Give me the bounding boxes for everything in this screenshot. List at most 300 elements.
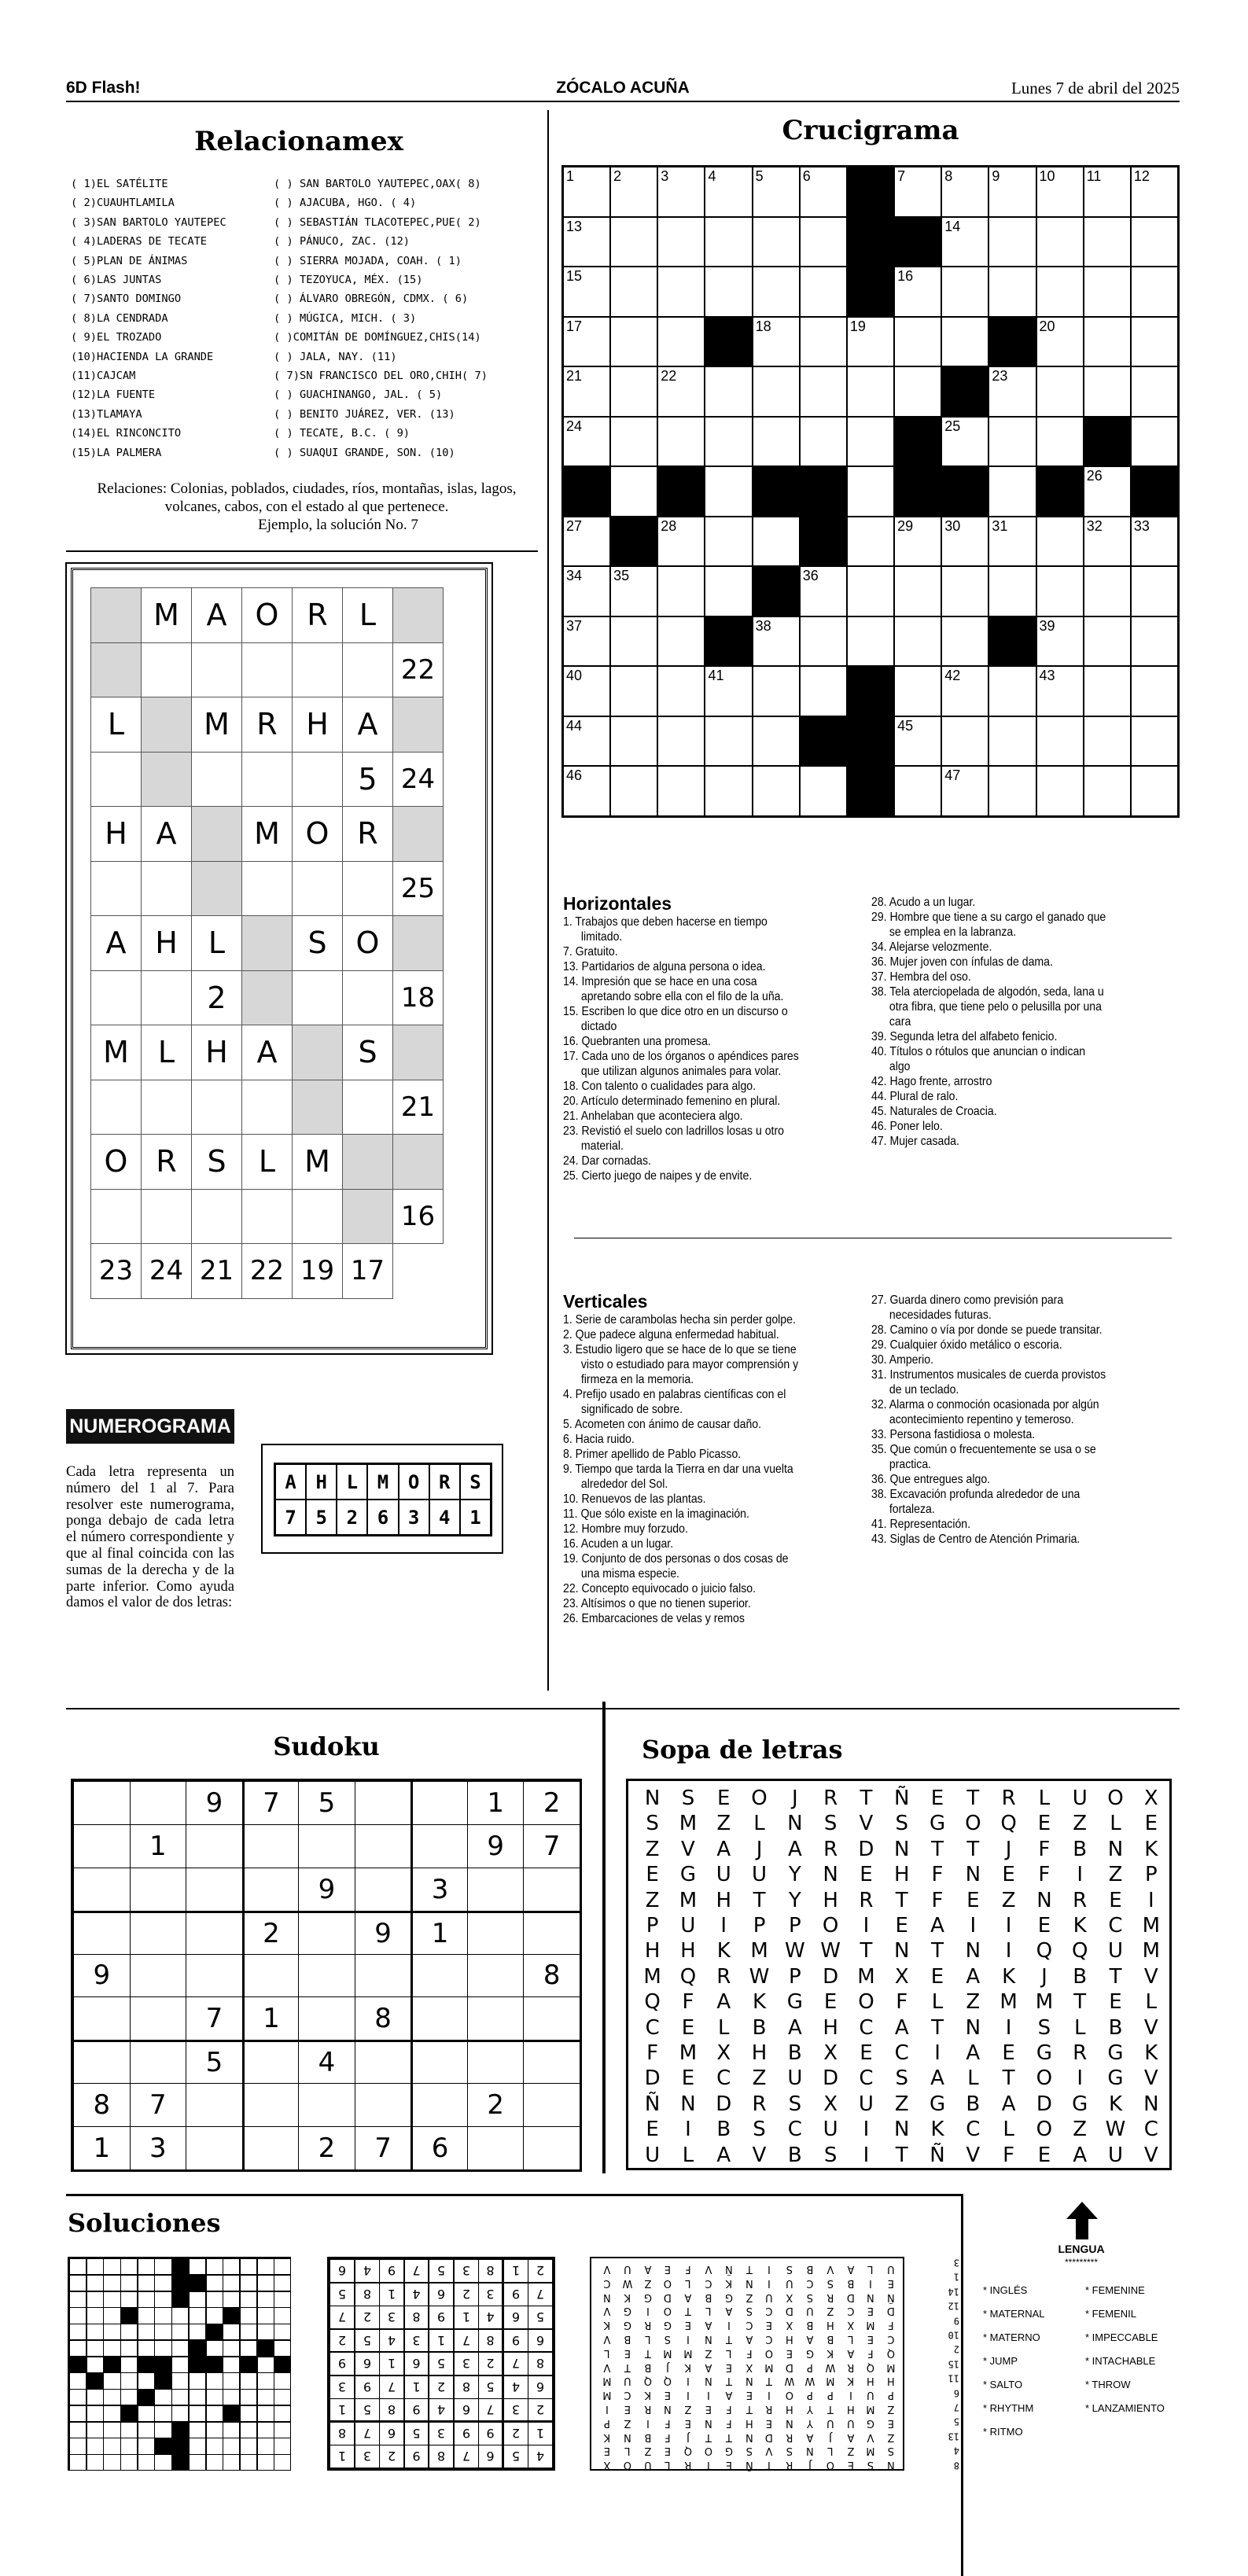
sudoku-solution-cell: 5 xyxy=(429,2352,454,2375)
clue-number: 32 xyxy=(1086,517,1103,534)
sudoku-solution-cell: 2 xyxy=(355,2306,380,2329)
sopa-letter: O xyxy=(1036,2118,1053,2142)
sudoku-solution-cell: 9 xyxy=(329,2352,355,2375)
crossword-cell xyxy=(941,317,988,367)
crossword-cell xyxy=(847,766,894,816)
lengua-word: * IMPECCABLE xyxy=(1085,2331,1158,2343)
sopa-solution-letter: E xyxy=(685,2416,692,2429)
crossword-cell xyxy=(1036,217,1084,267)
sopa-solution-letter: Ñ xyxy=(724,2263,733,2275)
sopa-solution-letter: M xyxy=(602,2375,612,2387)
sopa-letter: C xyxy=(859,2066,874,2091)
sopa-letter: I xyxy=(1005,2015,1012,2040)
crossword-cell xyxy=(1084,366,1131,417)
crossword-cell xyxy=(563,616,610,667)
clue-text: cara xyxy=(889,1015,911,1029)
numerograma-cell xyxy=(392,697,444,753)
sudoku-cell xyxy=(410,2083,468,2127)
sudoku-solution-cell: 3 xyxy=(429,2422,454,2445)
arrow-up-icon xyxy=(1058,2202,1106,2243)
numerograma-cell xyxy=(292,1080,343,1135)
sopa-letter: V xyxy=(681,1837,695,1861)
relacionamex-row xyxy=(71,328,527,347)
clue-text: 16. Quebranten una promesa. xyxy=(563,1035,711,1048)
sopa-row xyxy=(635,1811,1169,1836)
sopa-solution-letter: O xyxy=(786,2389,794,2401)
column-divider xyxy=(547,110,549,1691)
sudoku-solution-cell: 5 xyxy=(429,2259,454,2283)
crossword-cell xyxy=(563,267,610,317)
clue-text: 11. Que sólo existe en la imaginación. xyxy=(563,1507,749,1521)
clue-number: 8 xyxy=(944,168,953,184)
sudoku-solution-cell: 4 xyxy=(478,2306,503,2329)
sopa-letter: Ñ xyxy=(894,1787,910,1810)
relacionamex-place: ( 7)SANTO DOMINGO xyxy=(71,293,182,306)
numerograma-cell xyxy=(90,806,142,862)
crossword-cell xyxy=(1131,267,1178,317)
sopa-solution-letter: B xyxy=(624,2333,631,2345)
sopa-letter: K xyxy=(1002,1964,1016,1989)
clue-text: necesidades futuras. xyxy=(889,1308,992,1322)
crossword-cell xyxy=(847,517,894,567)
sudoku-cell xyxy=(523,2126,580,2170)
crossword-cell xyxy=(705,317,752,367)
sopa-letter: S xyxy=(646,1812,659,1836)
sopa-letter: V xyxy=(859,1812,874,1836)
solution-cell xyxy=(240,2422,257,2438)
key-value: 2 xyxy=(337,1500,367,1535)
sopa-solution-letter: W xyxy=(622,2276,633,2289)
sudoku-cell xyxy=(410,1781,468,1825)
sopa-letter: N xyxy=(894,1837,910,1861)
crossword-cell xyxy=(1084,317,1131,367)
numerograma-cell xyxy=(292,697,343,753)
clue-line xyxy=(871,895,1176,910)
column-divider xyxy=(602,1702,606,2173)
sopa-solution-letter: W xyxy=(784,2375,795,2387)
sopa-letter: G xyxy=(679,1863,697,1887)
sopa-solution-letter: D xyxy=(664,2291,672,2303)
key-value: 6 xyxy=(367,1500,398,1535)
numerograma-cell xyxy=(292,752,343,808)
crossword-cell xyxy=(894,466,941,517)
crossword-cell xyxy=(657,566,705,616)
numerograma-cell xyxy=(141,1189,192,1245)
sopa-solution-letter: E xyxy=(745,2389,753,2401)
sopa-letter: K xyxy=(716,1939,731,1963)
clue-line xyxy=(871,1338,1176,1352)
sopa-solution-letter: E xyxy=(867,2305,874,2317)
match-value: 14 xyxy=(948,2286,959,2298)
crossword-grid xyxy=(561,165,1180,818)
clue-text: algo xyxy=(889,1060,911,1073)
solution-cell xyxy=(69,2389,87,2405)
sudoku-solution-cell: 3 xyxy=(329,2375,355,2399)
sopa-solution-letter: N xyxy=(806,2445,814,2457)
match-value: 9 xyxy=(953,2315,959,2327)
solution-cell xyxy=(138,2438,155,2454)
key-value: 4 xyxy=(429,1500,460,1535)
clue-line xyxy=(563,959,860,974)
solution-cell xyxy=(154,2275,171,2291)
crossword-cell xyxy=(941,167,988,217)
crossword-cell xyxy=(988,566,1036,616)
sopa-solution-letter: M xyxy=(866,2403,875,2415)
clue-line xyxy=(563,1154,860,1168)
relacionamex-solution-number xyxy=(925,2284,959,2298)
numerograma-cell xyxy=(392,806,444,862)
relacionamex-solution-number xyxy=(925,2298,959,2313)
numerograma-cell xyxy=(241,806,293,862)
sopa-solution-letter: L xyxy=(705,2305,712,2317)
sopa-solution-letter: U xyxy=(643,2459,652,2471)
crossword-cell xyxy=(1131,167,1178,217)
sopa-solution-letter: N xyxy=(705,2416,712,2429)
sopa-solution-letter: S xyxy=(826,2276,834,2289)
sopa-solution-letter: O xyxy=(664,2305,672,2317)
solution-cell xyxy=(138,2454,155,2471)
sopa-solution-letter: F xyxy=(664,2431,672,2443)
crossword-cell xyxy=(753,517,800,567)
sopa-letter: R xyxy=(716,1964,731,1989)
sudoku-solution-cell: 4 xyxy=(429,2398,454,2422)
sopa-letter: A xyxy=(894,2015,909,2040)
relacionamex-state: ( ) JALA, NAY. (11) xyxy=(274,350,397,363)
relacionamex-row xyxy=(71,366,527,385)
sopa-title: Sopa de letras xyxy=(642,1735,843,1765)
crossword-cell xyxy=(705,616,752,667)
sopa-solution-letter: A xyxy=(806,2431,814,2443)
clue-line xyxy=(563,1402,860,1417)
solution-cell xyxy=(103,2357,120,2373)
numerograma-cell xyxy=(141,861,192,917)
solution-cell xyxy=(171,2340,189,2357)
clue-line xyxy=(563,1327,860,1342)
crossword-cell xyxy=(1131,317,1178,367)
sopa-solution-letter: L xyxy=(624,2445,631,2457)
sopa-letter: F xyxy=(1003,2143,1015,2167)
sopa-solution-letter: E xyxy=(725,2361,732,2373)
sopa-letter: A xyxy=(966,1964,981,1989)
numerograma-cell xyxy=(90,1025,142,1080)
solution-cell xyxy=(240,2405,257,2422)
sopa-solution-letter: G xyxy=(643,2291,652,2303)
crossword-cell xyxy=(563,517,610,567)
sopa-letter: I xyxy=(1077,1863,1084,1887)
sopa-letter: N xyxy=(965,1939,981,1963)
numerograma-cell xyxy=(191,1080,242,1135)
solution-cell xyxy=(257,2454,274,2471)
crossword-cell xyxy=(610,517,657,567)
numerograma-cell xyxy=(342,1189,393,1245)
solution-cell xyxy=(103,2340,120,2357)
sopa-row xyxy=(635,2092,1169,2117)
numerograma-value: 2 xyxy=(207,980,226,1015)
sopa-solution-letter: R xyxy=(644,2319,652,2331)
sopa-letter: A xyxy=(930,2066,944,2091)
lengua-word: * RHYTHM xyxy=(983,2402,1034,2414)
sopa-row xyxy=(635,2066,1169,2091)
solution-cell xyxy=(103,2324,120,2340)
sopa-letter: H xyxy=(823,1888,838,1912)
sopa-letter: Q xyxy=(1071,1939,1088,1963)
sopa-letter: Z xyxy=(645,1888,660,1912)
sopa-solution-letter: G xyxy=(623,2305,631,2317)
match-value: 15 xyxy=(948,2358,959,2370)
numerograma-cell xyxy=(392,752,444,808)
sopa-solution-letter: U xyxy=(867,2389,875,2401)
solution-cell xyxy=(87,2275,104,2291)
clue-line xyxy=(871,1472,1176,1487)
clue-text: visto o estudiado para mayor comprensión y xyxy=(580,1358,799,1371)
solution-cell xyxy=(206,2438,223,2454)
solution-cell xyxy=(189,2307,206,2324)
numerograma-cell xyxy=(191,806,242,862)
lengua-word: * INTACHABLE xyxy=(1085,2355,1156,2367)
clue-number: 26 xyxy=(1086,468,1103,484)
sopa-letter: K xyxy=(1073,1914,1087,1938)
sopa-solution-letter: K xyxy=(644,2389,651,2401)
numerograma-cell xyxy=(90,915,142,971)
sopa-letter: M xyxy=(679,1812,698,1836)
sopa-solution-letter: K xyxy=(725,2276,732,2289)
sopa-solution-letter: D xyxy=(846,2291,855,2303)
clue-number: 12 xyxy=(1133,168,1150,184)
sopa-solution-letter: U xyxy=(786,2276,793,2289)
solution-cell xyxy=(257,2340,274,2357)
crossword-cell xyxy=(847,566,894,616)
crossword-cell xyxy=(610,566,657,616)
sopa-solution-letter: E xyxy=(624,2403,631,2415)
sopa-letter: P xyxy=(788,1914,801,1938)
sudoku-solution-cell: 9 xyxy=(503,2329,528,2353)
sopa-letter: L xyxy=(1003,2118,1014,2142)
clue-line xyxy=(563,989,860,1004)
clue-line xyxy=(871,1134,1176,1149)
numerograma-cell xyxy=(90,861,142,917)
key-letter: O xyxy=(399,1464,429,1500)
clue-number: 31 xyxy=(992,517,1008,534)
crossword-cell xyxy=(988,167,1036,217)
clue-line xyxy=(563,1124,860,1139)
sopa-letter: N xyxy=(965,1863,981,1887)
sopa-letter: A xyxy=(716,1990,731,2015)
sudoku-cell: 1 xyxy=(130,1824,187,1868)
sudoku-solution-cell: 3 xyxy=(503,2398,528,2422)
sopa-solution-letter: I xyxy=(687,2375,690,2387)
clue-text: 41. Representación. xyxy=(871,1518,971,1531)
sopa-solution-letter: N xyxy=(745,2375,753,2387)
sopa-solution-row xyxy=(596,2401,901,2416)
sopa-letter: C xyxy=(859,2015,874,2040)
sopa-solution-letter: A xyxy=(725,2305,733,2317)
sudoku-cell: 7 xyxy=(355,2126,412,2170)
crossword-cell xyxy=(753,317,800,367)
numerograma-cell xyxy=(191,861,242,917)
lengua-word: * SALTO xyxy=(983,2379,1023,2390)
relacionamex-solution-number xyxy=(925,2386,959,2400)
relacionamex-place: ( 6)LAS JUNTAS xyxy=(71,274,162,287)
solution-cell xyxy=(154,2258,171,2275)
sopa-letter: H xyxy=(716,1888,732,1912)
key-value: 3 xyxy=(399,1500,429,1535)
solution-cell xyxy=(138,2340,155,2357)
divider xyxy=(961,2194,963,2576)
sopa-letter: K xyxy=(1144,1837,1158,1861)
clue-text: 3. Estudio ligero que se hace de lo que se tiene xyxy=(563,1343,797,1356)
solution-cell xyxy=(103,2291,120,2308)
sopa-solution-letter: Q xyxy=(886,2346,896,2359)
sudoku-cell xyxy=(242,2126,300,2170)
sudoku-cell xyxy=(73,2040,131,2084)
page-header xyxy=(66,75,1180,102)
solution-cell xyxy=(69,2438,87,2454)
relacionamex-place: ( 3)SAN BARTOLO YAUTEPEC xyxy=(71,215,226,229)
sudoku-cell xyxy=(73,1868,131,1912)
crossword-cell xyxy=(941,217,988,267)
sopa-solution-letter: B xyxy=(806,2263,814,2275)
sopa-letter: L xyxy=(931,1990,944,2015)
clue-text: de un teclado. xyxy=(889,1383,959,1397)
relacionamex-place: ( 8)LA CENDRADA xyxy=(71,311,168,325)
sudoku-solution-cell: 2 xyxy=(329,2329,355,2353)
numerograma-cell xyxy=(191,587,242,643)
clue-text: 13. Partidarios de alguna persona o idea. xyxy=(563,960,766,973)
solution-cell xyxy=(171,2405,189,2422)
lengua-word: * MATERNAL xyxy=(983,2308,1045,2320)
sopa-solution-letter: R xyxy=(846,2361,855,2373)
sopa-letter: I xyxy=(863,1914,870,1938)
sudoku-solution-cell: 5 xyxy=(503,2445,528,2468)
crossword-cell xyxy=(988,517,1036,567)
crossword-cell xyxy=(753,417,800,467)
numerograma-cell xyxy=(90,1243,142,1299)
sopa-letter: E xyxy=(1002,2041,1015,2065)
sopa-letter: A xyxy=(930,1914,944,1938)
numerograma-cell xyxy=(191,1025,242,1080)
clue-number: 22 xyxy=(661,368,677,385)
relacionamex-solution-number xyxy=(925,2342,959,2356)
sopa-letter: P xyxy=(788,1964,801,1989)
crossword-cell xyxy=(800,167,847,217)
sopa-solution-letter: S xyxy=(745,2305,753,2317)
solution-cell xyxy=(223,2307,240,2324)
clue-text: 5. Acometen con ánimo de causar daño. xyxy=(563,1418,762,1431)
sopa-letter: C xyxy=(894,2041,909,2065)
sopa-solution-letter: L xyxy=(685,2276,691,2289)
crossword-cell xyxy=(1084,267,1131,317)
crossword-cell xyxy=(610,766,657,816)
sopa-letter: B xyxy=(1073,1837,1088,1861)
numerograma-value: L xyxy=(107,707,125,742)
clue-text: 4. Prefijo usado en palabras científicas con el xyxy=(563,1388,786,1401)
solution-cell xyxy=(206,2291,223,2308)
clue-line xyxy=(563,1094,860,1109)
sopa-letter: C xyxy=(645,2015,660,2040)
sopa-letter: K xyxy=(753,1990,767,2015)
clue-line xyxy=(563,1581,860,1596)
sopa-solution-letter: T xyxy=(826,2403,834,2415)
numerograma-value: 21 xyxy=(199,1255,234,1287)
sopa-solution-letter: I xyxy=(646,2305,650,2317)
clue-number: 24 xyxy=(566,418,583,434)
crossword-cell xyxy=(1131,666,1178,716)
sudoku-cell xyxy=(186,2126,243,2170)
sopa-letter: Y xyxy=(788,1888,801,1912)
clue-line xyxy=(563,1168,860,1183)
sopa-solution-letter: N xyxy=(705,2375,712,2387)
numerograma-cell xyxy=(241,697,293,753)
sopa-letter: N xyxy=(1143,2092,1159,2116)
sopa-solution-letter: S xyxy=(664,2333,672,2345)
sopa-solution-letter: O xyxy=(704,2445,713,2457)
crossword-cell xyxy=(988,716,1036,767)
clue-line xyxy=(563,1064,860,1079)
sopa-letter: D xyxy=(1036,2092,1052,2116)
crossword-cell xyxy=(657,716,705,767)
solution-cell xyxy=(154,2307,171,2324)
relacionamex-row xyxy=(71,309,527,328)
numerograma-value: R xyxy=(357,816,378,852)
solution-cell xyxy=(206,2405,223,2422)
solution-cell xyxy=(223,2291,240,2308)
sudoku-solution-cell: 8 xyxy=(478,2259,503,2283)
sopa-letter: E xyxy=(1037,1914,1051,1938)
sopa-solution-letter: N xyxy=(603,2291,611,2303)
clue-line xyxy=(563,1357,860,1372)
sopa-letter: H xyxy=(644,1939,661,1963)
numerograma-value: O xyxy=(255,598,279,633)
solution-cell xyxy=(223,2340,240,2357)
sopa-letter: I xyxy=(970,1914,977,1938)
sopa-letter: N xyxy=(1107,1837,1124,1861)
sopa-solution-letter: J xyxy=(687,2431,690,2443)
relacionamex-state: ( 7)SN FRANCISCO DEL ORO,CHIH( 7) xyxy=(274,370,488,383)
numerograma-cell xyxy=(191,1243,242,1299)
sopa-letter: M xyxy=(1000,1990,1018,2015)
sopa-letter: Ñ xyxy=(930,2143,945,2167)
solution-cell xyxy=(69,2372,87,2389)
sopa-letter: E xyxy=(1037,2143,1051,2167)
sopa-letter: G xyxy=(1036,2041,1052,2065)
sopa-solution-letter: M xyxy=(764,2361,774,2373)
sopa-letter: I xyxy=(720,1914,727,1938)
horizontales-heading: Horizontales xyxy=(563,893,672,914)
sudoku-solution-cell: 4 xyxy=(355,2259,380,2283)
sudoku-cell: 2 xyxy=(467,2083,525,2127)
sudoku-cell xyxy=(298,1911,355,1955)
sopa-solution-row xyxy=(596,2360,901,2374)
clue-text: 33. Persona fastidiosa o molesta. xyxy=(871,1428,1036,1441)
sopa-solution-letter: E xyxy=(664,2445,672,2457)
solution-cell xyxy=(257,2307,274,2324)
clue-line xyxy=(563,1432,860,1447)
sopa-row xyxy=(635,1786,1169,1811)
sopa-letter: G xyxy=(786,1990,803,2015)
sopa-letter: I xyxy=(863,2118,870,2142)
clue-number: 4 xyxy=(708,168,716,184)
solution-cell xyxy=(223,2357,240,2373)
crossword-cell xyxy=(988,366,1036,417)
clue-line xyxy=(563,1447,860,1462)
match-value: 4 xyxy=(953,2445,959,2456)
crossword-cell xyxy=(753,267,800,317)
crossword-cell xyxy=(705,466,752,517)
crossword-cell xyxy=(657,517,705,567)
sudoku-solution-cell: 2 xyxy=(429,2375,454,2399)
sopa-solution-letter: F xyxy=(664,2416,672,2429)
numerograma-cell xyxy=(392,1080,444,1135)
